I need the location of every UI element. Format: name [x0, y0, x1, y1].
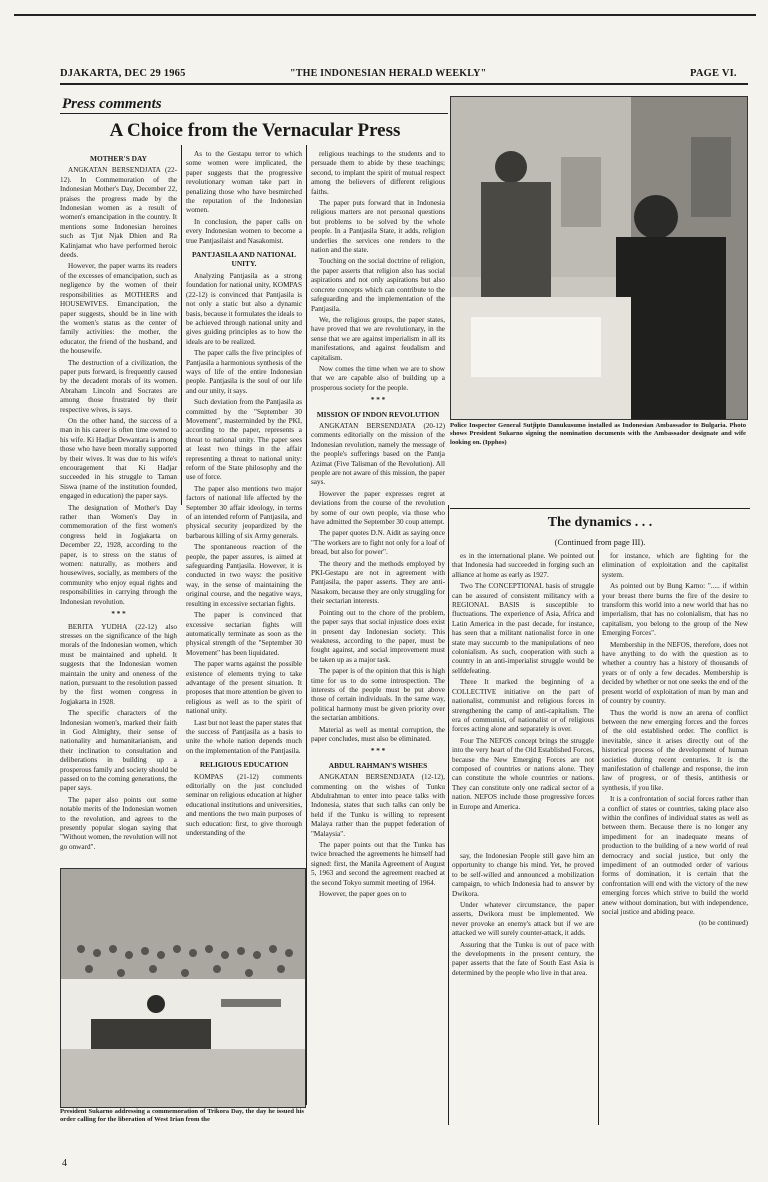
subheading: RELIGIOUS EDUCATION: [199, 760, 289, 770]
paragraph: However, the paper goes on to: [319, 890, 407, 899]
photo-ambassador-installation: [450, 96, 748, 420]
dynamics-title: The dynamics . . .: [547, 515, 653, 530]
column-2: [186, 150, 302, 838]
paragraph: The paper is convinced that excessive sectarian fights will automatically terminate as soon as the physical strength of the "September 30 Movement" has been liquidated.: [186, 611, 302, 657]
column-5: [602, 552, 748, 1110]
column-rule-2: [306, 145, 307, 1105]
paragraph: The paper puts forward that in Indonesia religious matters are not personal questions but problems to be solved by the whole people. In a Pantjasila State, it adds, religion underlies the services one renders to the nation and the state.: [311, 199, 445, 255]
paragraph: BERITA YUDHA (22-12) also stresses on the significance of the high morals of the Indonesian women, which must be maintained and upheld. It suggests that the Indonesian women maintain the unity and oneness of the nation, pursuant to the resolution passed by the first women congress in Jogjakarta in 1928.: [60, 622, 177, 706]
paragraph: The theory and the methods employed by PKI-Gestapu are not in agreement with Pantjasila, the paper asserts. They are anti-Nasakom, because they are only struggling for their sectarian interests.: [311, 559, 445, 606]
paragraph: The paper also points out some notable merits of the Indonesian women to the revolution, and agrees to the presently popular slogan saying that "Without women, the revolution will not go onward".: [60, 795, 177, 851]
paragraph: We, the religious groups, the paper states, have proved that we are revolutionary, in the sense that we are against imperialism in all its manifestations, and against feudalism and capitalism.: [311, 315, 445, 362]
photo-trikora-day: [60, 868, 306, 1108]
paragraph: Now comes the time when we are to show that we are capable also of building up a prosperous society for the people.: [311, 364, 445, 392]
paragraph: Assuring that the Tunku is out of pace with the developments in the present century, the paper asserts that the fate of South East Asia is determined by the people who live in that area.: [452, 940, 594, 977]
header-paper-name: "THE INDONESIAN HERALD WEEKLY": [290, 68, 487, 79]
paragraph: Material as well as mental corruption, the paper concludes, must also be eliminated.: [311, 725, 445, 743]
paragraph: say, the Indonesian People still gave him an opportunity to change his mind. Yet, he proved to be self-willed and announced a mobilization campaign, to which Indonesia had to answer by Dwikora.: [452, 852, 594, 898]
paragraph: ANGKATAN BERSENDJATA (12-12), commenting on the wishes of Tunku Abdulrahman to enter into peace talks with Indonesia, states that such talks can only be held if the Tunku is willing to represent Malaya rather than the puppet federation of "Malaysia".: [311, 773, 445, 838]
column-6: [452, 852, 594, 1112]
continued-note: (to be continued): [698, 919, 748, 928]
paragraph: Membership in the NEFOS, therefore, does not have anything to do with the question as to whether a country has a history of thousands of years or of only a few decades. Membership is decided by whether or not one seeks the end of the present world of exploitation of man by man and of country by country.: [602, 640, 748, 706]
paragraph: The paper calls the five principles of Pantjasila a harmonious synthesis of the ways of life of the entire Indonesian people. Pantjasila is the soul of our life and our unity, it says.: [186, 349, 302, 395]
separator-stars: * * *: [370, 747, 386, 756]
paragraph: As pointed out by Bung Karno: "..... if within your breast there burns the fire of the desire to transform this world into a new world that has no imperialism, that has no colonialism, that has no capitalism, you belong to the group of the New Emerging Forces".: [602, 582, 748, 638]
subheading: MISSION OF INDON REVOLUTION: [316, 409, 440, 419]
paragraph: Three It marked the beginning of a COLLECTIVE initiative on the part of nationalist, communist and religious forces in strengthening the camp of anti-capitalism. The era of communist, of nationalist or of religious forces acting alone and separately is over.: [452, 678, 594, 734]
paragraph: Such deviation from the Pantjasila as committed by the "September 30 Movement", masterminded by the PKI, according to the paper, represents a threat to national unity. The paper sees at least two things in the affair representing a threat to national unity: reform of the State philosophy and the use of force.: [186, 398, 302, 482]
paragraph: The destruction of a civilization, the paper puts forward, is frequently caused by the decadent morals of its women. Abraham Lincoln and Socrates are among those frustrated by their respective wives, is says.: [60, 358, 177, 414]
paragraph: The designation of Mother's Day rather than Women's Day in commemoration of the first women's congress held in Jogjakarta on December 22, 1928, according to the paper, is to stress on the status of women: naturally, as mothers and housewives, socially, as members of the community who enjoy equal rights and responsibilities in carrying through the Indonesian revolution.: [60, 503, 177, 606]
page-mark: 4: [62, 1158, 67, 1169]
section-rule: [60, 113, 448, 114]
photo-caption-ambassador: Police Inspector General Sutjipto Danukusumo installed as Indonesian Ambassador to Bulgaria. Photo shows President Sukarno signing the nomination documents with the Ambassador designate and wife looking on. (Ipphos): [450, 422, 746, 446]
header-rule: [60, 83, 748, 85]
column-rule-4: [598, 550, 599, 1125]
paragraph: Last but not least the paper states that the success of Pantjasila as a basis to unite the whole nation depends much on the implementation of the Pantjasila.: [186, 718, 302, 755]
paragraph: es in the international plane. We pointed out that Indonesia had succeeded in forging such an alliance at home as early as 1927.: [452, 552, 594, 579]
column-rule-1: [181, 145, 182, 505]
paragraph: It is a confrontation of social forces rather than a conflict of states or countries, taking place also within the confines of individual states as well as between them. Because there is no longer any impediment for an inadequate means of production to the building of a new world of real democracy and social justice, but only the impediment of an outmoded order of various forms of domination, it is certain that the confrontation will end with the victory of the new emerging forces which strive to build the world anew without domination, but with independence, social justice and abiding peace.: [602, 795, 748, 917]
paragraph: Pointing out to the chore of the problem, the paper says that social injustice does exist in present day Indonesian society. This weakness, according to the paper, must be fought against, and social improvement must be taken up as a major task.: [311, 608, 445, 664]
paragraph: On the other hand, the success of a man in his career is often time owned to his wife. Ki Hadjar Dewantara is among those who have been morally supported by their wives. It was due to his wife's encouragement that Ki Hadjar succeeded in his struggle to Taman Siswa (name of the institution founded, engaged in education) the paper says.: [60, 416, 177, 501]
paragraph: ANGKATAN BERSENDJATA (22-12). In Commemoration of the Indonesian Mother's Day, December 22, praises the progress made by the Indonesian women as a result of women's emancipation in the country. It mentions some Indonesian heroines such as Tjut Njak Dhien and Ra Kalinjamat who have performed heroic deeds.: [60, 166, 177, 260]
section-title: Press comments: [62, 96, 162, 112]
header-dateline: DJAKARTA, DEC 29 1965: [60, 68, 186, 79]
paragraph: The paper also mentions two major factors of national life affected by the September 30 affair ideology, in terms of an intended reform of Pantjasila, and physical security jeopardized by the barbarous killing of six Army generals.: [186, 484, 302, 540]
paragraph: The paper quotes D.N. Aidit as saying once "The workers are to fight not only for a loaf of bread, but also for power".: [311, 529, 445, 557]
headline: A Choice from the Vernacular Press: [109, 120, 401, 141]
paragraph: Touching on the social doctrine of religion, the paper asserts that religion also has social aspirations and not only aspirations but also concrete concepts which can contribute to the safeguarding and the implementation of the Pantjasila.: [311, 257, 445, 313]
paragraph: Under whatever circumstance, the paper asserts, Dwikora must be implemented. We never provoke an enemy's attack but if we are attacked we will surely counter-attack, it adds.: [452, 901, 594, 938]
paragraph: ANGKATAN BERSENDJATA (20-12) comments editorially on the mission of the Indonesian revolution, namely the message of the people's sufferings based on the Pantja Azimat (Five Talisman of the Revolution). All people are not aware of this mission, the paper says.: [311, 421, 445, 487]
column-1: [60, 150, 177, 851]
top-rule: [14, 14, 756, 16]
subheading: MOTHER'S DAY: [89, 154, 147, 163]
dynamics-continued: (Continued from page III).: [554, 537, 646, 547]
paragraph: Analyzing Pantjasila as a strong foundation for national unity, KOMPAS (22-12) is convinced that Pantjasila is not only a static but also a dynamic basis, because it formulates the ideals to be achieved through national unity and gives guiding principles as to how the ideals are to be realized.: [186, 271, 302, 346]
paragraph: The paper points out that the Tunku has twice breached the agreements he himself had signed: first, the Manila Agreement of August 5, 1963 and second the agreement reached at the second Tokyo summit meeting of 1964.: [311, 841, 445, 887]
paragraph: The specific characters of the Indonesian women's, marked their faith in God Almighty, their sense of nationality and humanitarianism, and their inclination to consultation and deliberations in building up a prosperous family and society should be passed on to the coming generations, the paper says.: [60, 709, 177, 793]
paragraph: As to the Gestapu terror to which some women were implicated, the paper suggests that the progressive revolutionary woman take part in penalizing those who have besmirched the reputation of the Indonesian women.: [186, 150, 302, 215]
paragraph: However the paper expresses regret at deviations from the course of the revolution by some of our own people, via those who have admitted the September 30 coup attempt.: [311, 489, 445, 527]
subheading: ABDUL RAHMAN'S WISHES: [328, 760, 428, 770]
subheading: PANTJASILA AND NATIONAL UNITY.: [191, 250, 297, 269]
paragraph: Thus the world is now an arena of conflict between the new emerging forces and the forces of the old established order. The conflict is inevitable, since it arises directly out of the historical process of the development of human societies during recent centuries. It is the manifestation of challenge and response, the iron law of progress, or of thesis, antithesis or synthesis, if you like.: [602, 708, 748, 792]
paragraph: The paper warns against the possible existence of elements trying to take advantage of the present situation. It proposes that more attention be given to religious as well as to the spirit of national unity.: [186, 660, 302, 716]
paragraph: Two The CONCEPTIONAL basis of struggle can be assured of consistent militancy with a REGIONAL BASIS is susceptible to fluctuations. The experience of Asia, Africa and Latin America in the past decade, for instance, has seen that a militant nationalist force in one state may succumb to the manipulations of neo colonialism. As such, cooperation with such a country in an anti-imperialist struggle would be selfdefeating.: [452, 582, 594, 675]
paragraph: However, the paper warns its readers of the excesses of emancipation, such as negligence by the women of their responsibilities as MOTHERS and HOUSEWIVES. Emancipation, the paper suggests, should be in line with the women's status as the center of family activities: the mother, the educator, the friend of the husband, and the housewife.: [60, 262, 177, 356]
paragraph: KOMPAS (21-12) comments editorially on the just concluded seminar on religious education at higher educational institutions and universities, and mentions the two main purposes of such education: first, to give thorough understanding of the: [186, 772, 302, 838]
header-page-number: PAGE VI.: [690, 68, 737, 79]
separator-stars: * * *: [111, 610, 126, 619]
paragraph: The spontaneous reaction of the people, the paper assures, is aimed at safeguarding Pantjasila. However, it is conducted in two ways: the positive way, in the sense of maintaining the original course, and the negative ways, resulting in excessive sectarian fights.: [186, 543, 302, 608]
paragraph: Four The NEFOS concept brings the struggle into the very heart of the Old Established Forces, because the New Emerging Forces are not composed of countries or nations alone. They can constitute the whole countries or nations. They can constitute only one radical sector of a nation. NEFOS include those progressive forces in Europe and America.: [452, 736, 594, 811]
paragraph: religious teachings to the students and to persuade them to abide by these teachings; second, to implant the spirit of mutual respect among the believers of different religious faiths.: [311, 150, 445, 196]
column-4: [452, 552, 594, 848]
column-3: [311, 150, 445, 1112]
paragraph: for instance, which are fighting for the elimination of exploitation and the capitalist system.: [602, 552, 748, 579]
photo-caption-trikora: President Sukarno addressing a commemoration of Trikora Day, the day he issued his order calling for the liberation of West Irian from the: [60, 1108, 304, 1124]
separator-stars: * * *: [370, 396, 386, 405]
column-rule-3: [448, 505, 449, 1125]
paragraph: The paper is of the opinion that this is high time for us to do some introspection. The interests of the people must be put above those of certain individuals. In the same way, political harmony must be given priority over the sectarian ambitions.: [311, 667, 445, 723]
dynamics-rule: [450, 508, 750, 509]
paragraph: In conclusion, the paper calls on every Indonesian women to become a true Pantjasilaist and Nasakomist.: [186, 217, 302, 245]
